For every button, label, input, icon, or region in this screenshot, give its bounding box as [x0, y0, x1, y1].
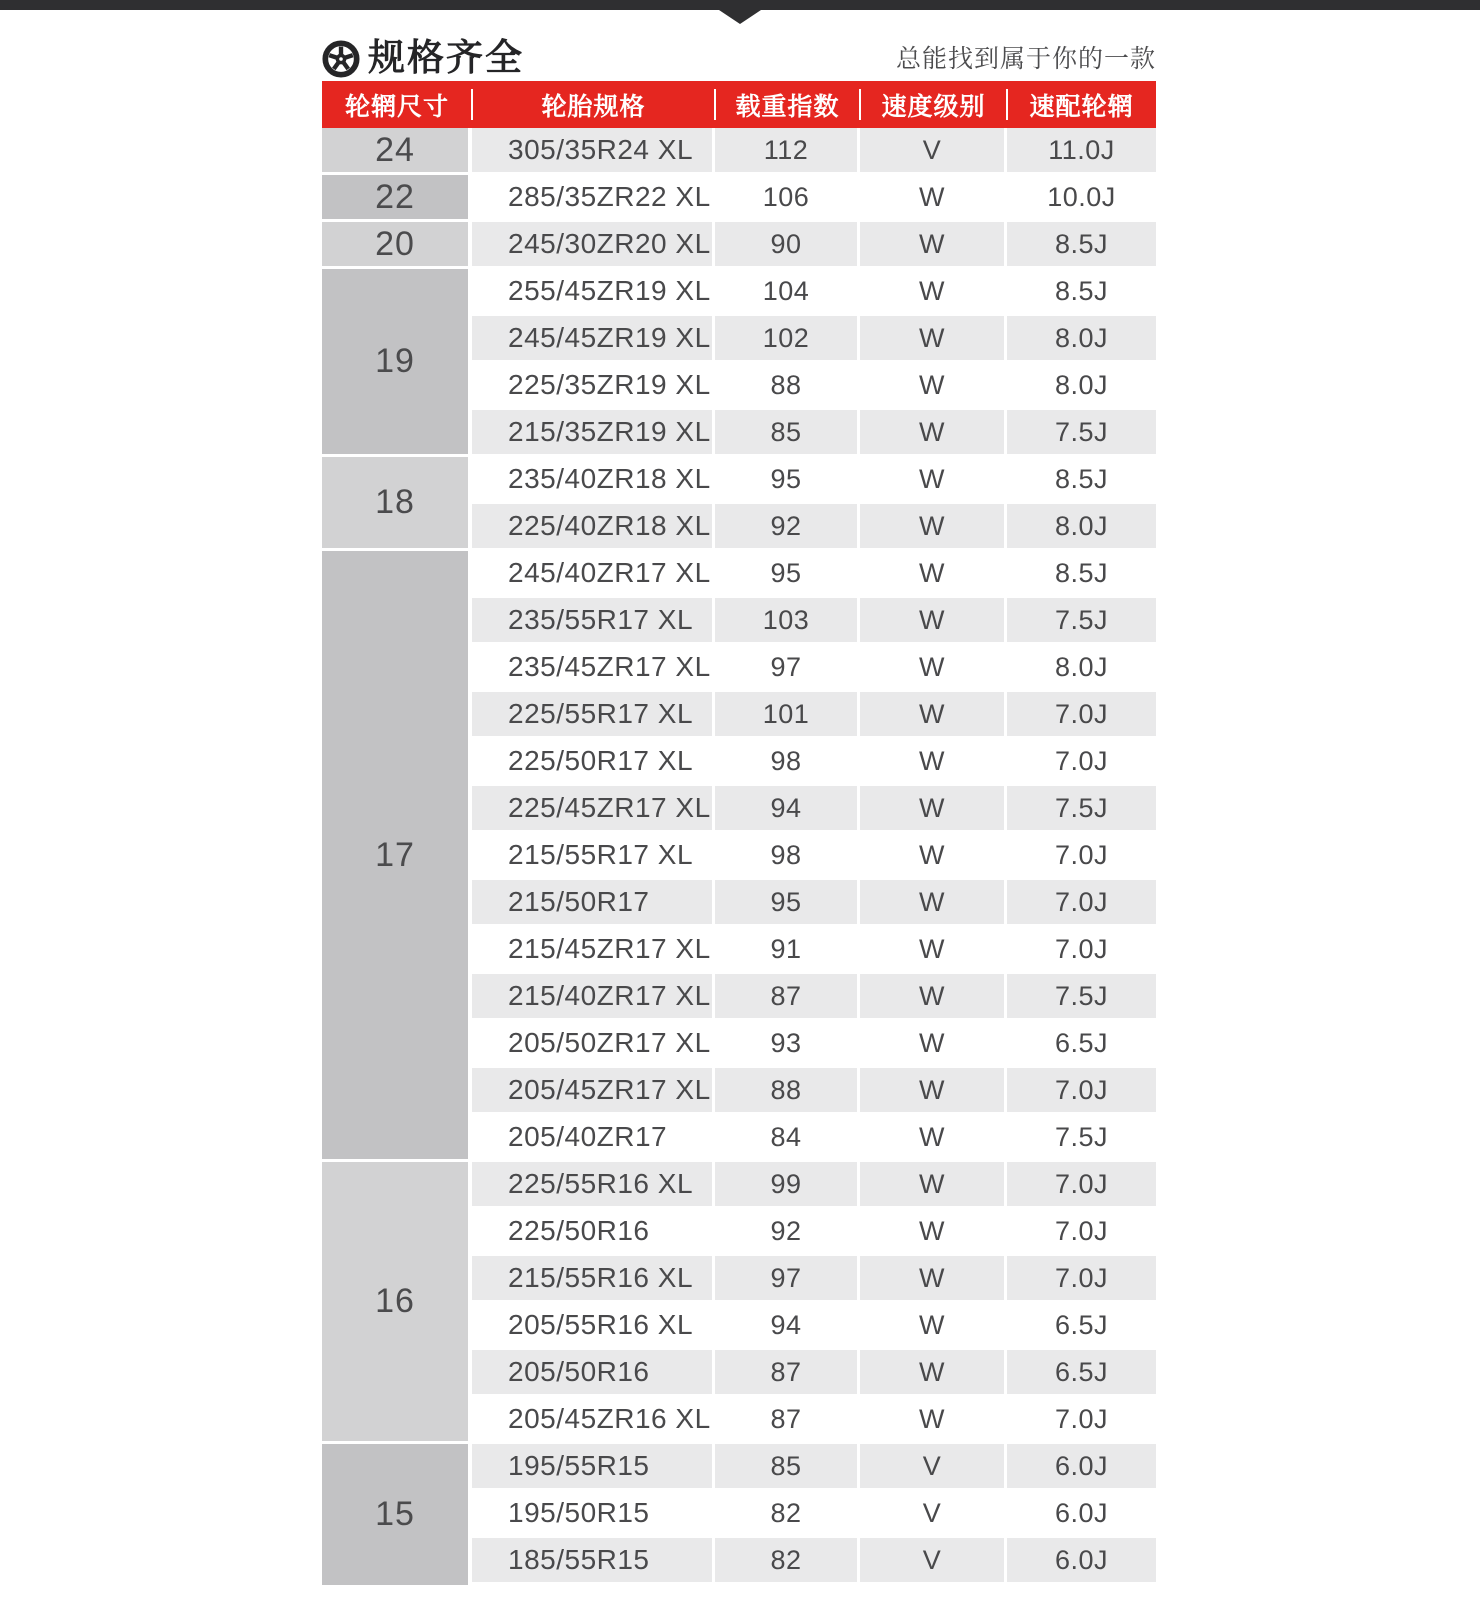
tire-spec-cell: 225/40ZR18 XL	[472, 504, 715, 551]
tire-spec-cell: 255/45ZR19 XL	[472, 269, 715, 316]
rim-width-cell: 8.0J	[1007, 363, 1156, 410]
speed-rating-cell: W	[860, 880, 1007, 927]
tire-spec-cell: 215/35ZR19 XL	[472, 410, 715, 457]
speed-rating-cell: V	[860, 1444, 1007, 1491]
tire-spec-cell: 205/45ZR16 XL	[472, 1397, 715, 1444]
speed-rating-cell: V	[860, 128, 1007, 175]
rim-width-cell: 7.0J	[1007, 739, 1156, 786]
load-index-cell: 88	[715, 363, 860, 410]
rim-width-cell: 7.0J	[1007, 880, 1156, 927]
wheel-size-cell: 16	[322, 1162, 472, 1444]
wheel-size-cell: 17	[322, 551, 472, 1162]
rim-width-cell: 6.5J	[1007, 1021, 1156, 1068]
rim-width-cell: 7.0J	[1007, 1397, 1156, 1444]
rim-width-cell: 11.0J	[1007, 128, 1156, 175]
col-header-speed-rating: 速度级别	[860, 81, 1007, 128]
tire-spec-cell: 245/30ZR20 XL	[472, 222, 715, 269]
tire-spec-cell: 205/50ZR17 XL	[472, 1021, 715, 1068]
rim-width-cell: 8.0J	[1007, 316, 1156, 363]
tire-spec-cell: 305/35R24 XL	[472, 128, 715, 175]
col-header-rim-width: 速配轮辋	[1029, 92, 1134, 121]
load-index-cell: 94	[715, 1303, 860, 1350]
load-index-cell: 92	[715, 1209, 860, 1256]
wheel-size-cell: 18	[322, 457, 472, 551]
tire-spec-cell: 215/50R17	[472, 880, 715, 927]
tire-spec-cell: 215/55R17 XL	[472, 833, 715, 880]
load-index-cell: 97	[715, 1256, 860, 1303]
load-index-cell: 95	[715, 457, 860, 504]
tire-spec-cell: 285/35ZR22 XL	[472, 175, 715, 222]
tire-spec-cell: 245/45ZR19 XL	[472, 316, 715, 363]
speed-rating-cell: W	[860, 363, 1007, 410]
col-header-load-index: 载重指数	[715, 81, 860, 128]
top-divider-bar	[0, 0, 1480, 10]
table-header-row	[322, 81, 1156, 128]
rim-width-cell: 7.5J	[1007, 786, 1156, 833]
speed-rating-cell: W	[860, 1303, 1007, 1350]
speed-rating-cell: W	[860, 598, 1007, 645]
rim-width-cell: 7.0J	[1007, 927, 1156, 974]
load-index-cell: 103	[715, 598, 860, 645]
tire-spec-cell: 205/50R16	[472, 1350, 715, 1397]
tire-spec-cell: 215/55R16 XL	[472, 1256, 715, 1303]
load-index-cell: 82	[715, 1538, 860, 1585]
load-index-cell: 98	[715, 833, 860, 880]
wheel-size-cell: 22	[322, 175, 472, 222]
load-index-cell: 88	[715, 1068, 860, 1115]
section-title-wrap	[322, 39, 524, 78]
load-index-cell: 95	[715, 880, 860, 927]
speed-rating-cell: W	[860, 316, 1007, 363]
wheel-icon	[322, 40, 360, 78]
speed-rating-cell: W	[860, 1162, 1007, 1209]
tire-spec-cell: 205/55R16 XL	[472, 1303, 715, 1350]
rim-width-cell: 6.0J	[1007, 1444, 1156, 1491]
load-index-cell: 101	[715, 692, 860, 739]
tire-spec-cell: 225/50R17 XL	[472, 739, 715, 786]
rim-width-cell: 7.0J	[1007, 1209, 1156, 1256]
rim-width-cell: 6.5J	[1007, 1303, 1156, 1350]
load-index-cell: 85	[715, 410, 860, 457]
tire-spec-cell: 245/40ZR17 XL	[472, 551, 715, 598]
speed-rating-cell: W	[860, 551, 1007, 598]
col-header-tire-spec: 轮胎规格	[472, 81, 715, 128]
rim-width-cell: 7.0J	[1007, 1162, 1156, 1209]
load-index-cell: 95	[715, 551, 860, 598]
load-index-cell: 85	[715, 1444, 860, 1491]
speed-rating-cell: W	[860, 1068, 1007, 1115]
tire-spec-cell: 225/55R17 XL	[472, 692, 715, 739]
tire-spec-cell: 205/45ZR17 XL	[472, 1068, 715, 1115]
load-index-cell: 106	[715, 175, 860, 222]
load-index-cell: 91	[715, 927, 860, 974]
col-header-wheel-size: 轮辋尺寸	[322, 81, 472, 128]
rim-width-cell: 6.0J	[1007, 1538, 1156, 1585]
tire-spec-cell: 195/55R15	[472, 1444, 715, 1491]
speed-rating-cell: W	[860, 410, 1007, 457]
speed-rating-cell: W	[860, 645, 1007, 692]
table-body	[322, 128, 1156, 1585]
tire-spec-cell: 235/55R17 XL	[472, 598, 715, 645]
speed-rating-cell: V	[860, 1538, 1007, 1585]
tire-spec-cell: 195/50R15	[472, 1491, 715, 1538]
load-index-cell: 104	[715, 269, 860, 316]
wheel-size-cell: 24	[322, 128, 472, 175]
speed-rating-cell: W	[860, 457, 1007, 504]
tire-spec-cell: 225/35ZR19 XL	[472, 363, 715, 410]
speed-rating-cell: W	[860, 1115, 1007, 1162]
section-title: 规格齐全	[368, 37, 524, 78]
rim-width-cell: 8.5J	[1007, 222, 1156, 269]
speed-rating-cell: W	[860, 692, 1007, 739]
tire-spec-cell: 225/55R16 XL	[472, 1162, 715, 1209]
load-index-cell: 99	[715, 1162, 860, 1209]
rim-width-cell: 6.0J	[1007, 1491, 1156, 1538]
load-index-cell: 102	[715, 316, 860, 363]
rim-width-cell: 7.0J	[1007, 692, 1156, 739]
load-index-cell: 93	[715, 1021, 860, 1068]
load-index-cell: 112	[715, 128, 860, 175]
speed-rating-cell: W	[860, 504, 1007, 551]
tire-spec-cell: 225/50R16	[472, 1209, 715, 1256]
section-subtitle: 总能找到属于你的一款	[895, 45, 1156, 73]
tire-spec-cell: 215/40ZR17 XL	[472, 974, 715, 1021]
section-header	[322, 30, 1156, 78]
speed-rating-cell: W	[860, 1021, 1007, 1068]
rim-width-cell: 7.5J	[1007, 1115, 1156, 1162]
rim-width-cell: 6.5J	[1007, 1350, 1156, 1397]
speed-rating-cell: W	[860, 1397, 1007, 1444]
rim-width-cell: 7.5J	[1007, 974, 1156, 1021]
rim-width-cell: 8.5J	[1007, 551, 1156, 598]
rim-width-cell: 8.0J	[1007, 504, 1156, 551]
load-index-cell: 92	[715, 504, 860, 551]
load-index-cell: 82	[715, 1491, 860, 1538]
speed-rating-cell: W	[860, 833, 1007, 880]
tire-spec-cell: 185/55R15	[472, 1538, 715, 1585]
tire-spec-table	[322, 81, 1156, 1585]
rim-width-cell: 7.0J	[1007, 1068, 1156, 1115]
speed-rating-cell: W	[860, 1209, 1007, 1256]
speed-rating-cell: W	[860, 1256, 1007, 1303]
speed-rating-cell: W	[860, 739, 1007, 786]
rim-width-cell: 7.0J	[1007, 833, 1156, 880]
speed-rating-cell: W	[860, 1350, 1007, 1397]
tire-spec-cell: 205/40ZR17	[472, 1115, 715, 1162]
rim-width-cell: 8.0J	[1007, 645, 1156, 692]
tire-spec-cell: 215/45ZR17 XL	[472, 927, 715, 974]
load-index-cell: 87	[715, 1350, 860, 1397]
load-index-cell: 84	[715, 1115, 860, 1162]
speed-rating-cell: W	[860, 269, 1007, 316]
load-index-cell: 87	[715, 1397, 860, 1444]
load-index-cell: 87	[715, 974, 860, 1021]
speed-rating-cell: W	[860, 222, 1007, 269]
wheel-size-cell: 20	[322, 222, 472, 269]
speed-rating-cell: W	[860, 175, 1007, 222]
rim-width-cell: 10.0J	[1007, 175, 1156, 222]
speed-rating-cell: W	[860, 974, 1007, 1021]
wheel-size-cell: 19	[322, 269, 472, 457]
tire-spec-cell: 225/45ZR17 XL	[472, 786, 715, 833]
rim-width-cell: 8.5J	[1007, 269, 1156, 316]
rim-width-cell: 8.5J	[1007, 457, 1156, 504]
tire-spec-cell: 235/40ZR18 XL	[472, 457, 715, 504]
rim-width-cell: 7.0J	[1007, 1256, 1156, 1303]
speed-rating-cell: W	[860, 786, 1007, 833]
tire-spec-cell: 235/45ZR17 XL	[472, 645, 715, 692]
speed-rating-cell: W	[860, 927, 1007, 974]
load-index-cell: 98	[715, 739, 860, 786]
wheel-size-cell: 15	[322, 1444, 472, 1585]
rim-width-cell: 7.5J	[1007, 598, 1156, 645]
speed-rating-cell: V	[860, 1491, 1007, 1538]
load-index-cell: 97	[715, 645, 860, 692]
load-index-cell: 94	[715, 786, 860, 833]
down-arrow-pointer	[719, 10, 761, 24]
rim-width-cell: 7.5J	[1007, 410, 1156, 457]
load-index-cell: 90	[715, 222, 860, 269]
